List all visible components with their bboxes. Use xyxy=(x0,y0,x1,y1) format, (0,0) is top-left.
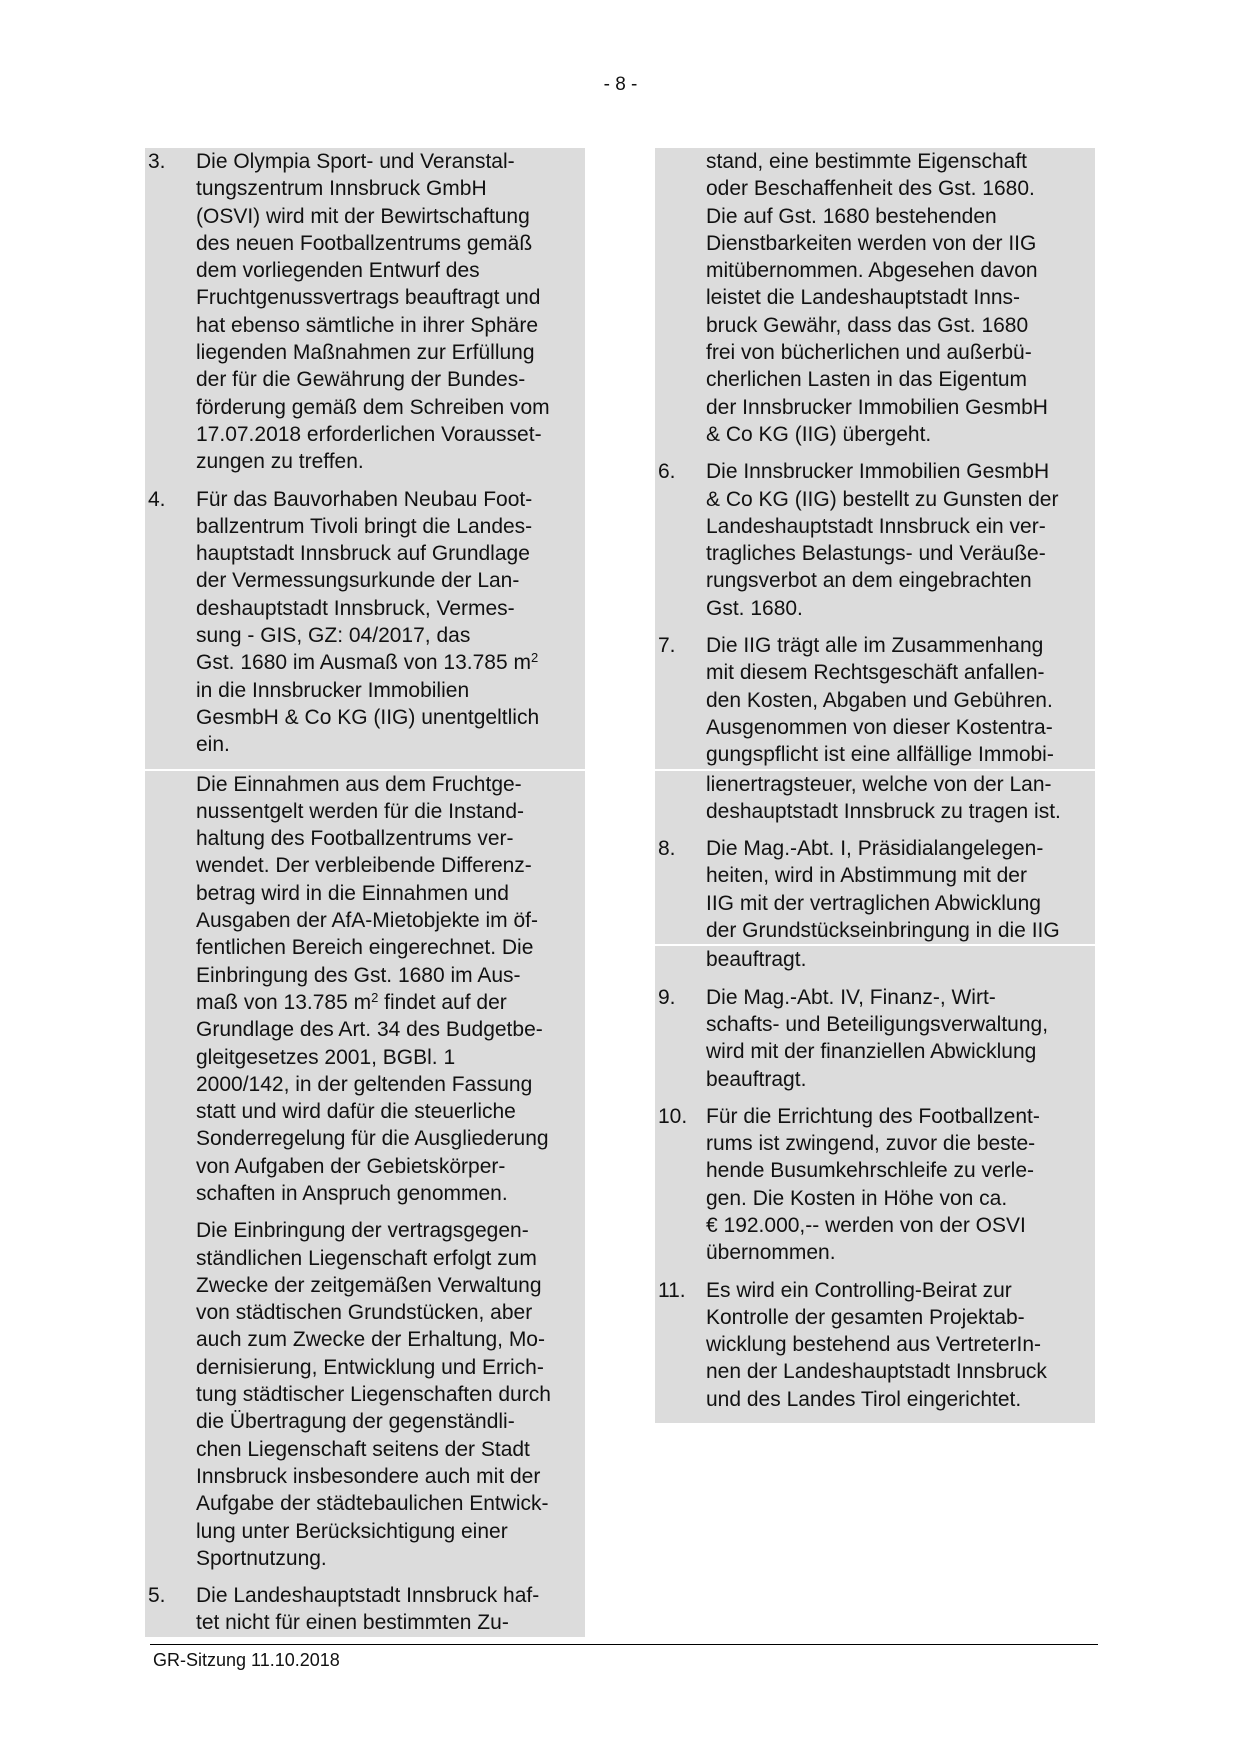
item-text xyxy=(196,486,585,759)
text-segment: findet auf der Grundlage des Art. 34 des Budgetbe- gleitgesetzes 2001, BGBl. 1 2000/142, in der geltenden Fassung statt und wird dafür die steuerliche Sonderregelung für die Ausgliederung von Aufgaben der Gebietskörper- schaften in Anspruch genommen. xyxy=(196,990,549,1205)
item-text: Die Mag.-Abt. I, Präsidialangelegen- heiten, wird in Abstimmung mit der IIG mit der vertraglichen Abwicklung der Grundstückseinbringung in die IIG xyxy=(706,837,1060,943)
item-number: 5. xyxy=(148,1584,166,1608)
spacer xyxy=(145,476,585,486)
list-item-9 xyxy=(655,984,1095,1093)
spacer xyxy=(655,825,1095,835)
spacer xyxy=(145,1207,585,1217)
spacer xyxy=(655,448,1095,458)
spacer xyxy=(145,1572,585,1582)
footer-divider xyxy=(150,1644,1098,1645)
list-item-4 xyxy=(145,486,585,759)
item-text: Die IIG trägt alle im Zusammenhang mit diesem Rechtsgeschäft anfallen- den Kosten, Abgaben und Gebühren. Ausgenommen von dieser Kostentra- gungspflicht ist eine allfällige Immobi- xyxy=(706,634,1054,767)
right-column xyxy=(655,148,1095,1423)
spacer xyxy=(145,759,585,769)
list-item-7-continued xyxy=(655,771,1095,826)
list-item-7 xyxy=(655,632,1095,768)
list-item-10 xyxy=(655,1103,1095,1267)
item-text: beauftragt. xyxy=(706,948,807,972)
item-text: Die Mag.-Abt. IV, Finanz-, Wirt- schafts- und Beteiligungsverwaltung, wird mit der finanziellen Abwicklung beauftragt. xyxy=(706,985,1049,1091)
list-item-6 xyxy=(655,458,1095,622)
spacer xyxy=(655,622,1095,632)
list-item-8-continued xyxy=(655,946,1095,973)
list-item-8 xyxy=(655,835,1095,944)
spacer xyxy=(655,1093,1095,1103)
item-number: 8. xyxy=(658,837,676,861)
text-segment: in die Innsbrucker Immobilien GesmbH & Co KG (IIG) unentgeltlich ein. xyxy=(196,678,540,757)
item-number: 7. xyxy=(658,634,676,658)
paragraph-contribution xyxy=(145,1217,585,1572)
item-number: 6. xyxy=(658,460,676,484)
item-text: Die Einbringung der vertragsgegen- ständlichen Liegenschaft erfolgt zum Zwecke der zeitgemäßen Verwaltung von städtischen Grundstücken, aber auch zum Zwecke der Erhaltung, Mo- dernisierung, Entwicklung und Errich- tung städtischer Liegenschaften durch die Übertragung der gegenständli- chen Liegenschaft seitens der Stadt Innsbruck insbesondere auch mit der Aufgabe der städtebaulichen Entwick- lung unter Berücksichtigung einer Sportnutzung. xyxy=(196,1219,551,1570)
item-text: lienertragsteuer, welche von der Lan- deshauptstadt Innsbruck zu tragen ist. xyxy=(706,772,1061,823)
left-column xyxy=(145,148,585,1637)
item-number: 3. xyxy=(148,150,166,173)
item-text: stand, eine bestimmte Eigenschaft oder Beschaffenheit des Gst. 1680. Die auf Gst. 1680 bestehenden Dienstbarkeiten werden von der IIG mitübernommen. Abgesehen davon leistet die Landeshauptstadt Inns- bruck Gewähr, dass das Gst. 1680 frei von bücherlichen und außerbü- cherlichen Lasten in das Eigentum der Innsbrucker Immobilien GesmbH & Co KG (IIG) übergeht. xyxy=(706,150,1048,446)
list-item-5 xyxy=(145,1582,585,1637)
item-text: Die Innsbrucker Immobilien GesmbH & Co KG (IIG) bestellt zu Gunsten der Landeshauptstadt Innsbruck ein ver- tragliches Belastungs- und Veräuße- rungsverbot an dem eingebrachten Gst. 1680. xyxy=(706,460,1059,620)
item-text: Die Landeshauptstadt Innsbruck haf- tet nicht für einen bestimmten Zu- xyxy=(196,1584,540,1635)
superscript: 2 xyxy=(371,989,379,1005)
item-text: Für die Errichtung des Footballzent- rums ist zwingend, zuvor die beste- hende Busumkehrschleife zu verle- gen. Die Kosten in Höhe von ca. € 192.000,-- werden von der OSVI übernommen. xyxy=(706,1104,1040,1265)
spacer xyxy=(655,1413,1095,1423)
superscript: 2 xyxy=(531,650,539,666)
item-text xyxy=(196,771,585,1208)
item-number: 11. xyxy=(658,1278,686,1302)
footer-text: GR-Sitzung 11.10.2018 xyxy=(153,1650,340,1670)
list-item-5-continued xyxy=(655,148,1095,448)
list-item-11 xyxy=(655,1277,1095,1413)
paragraph-revenue xyxy=(145,771,585,1208)
page-number: - 8 - xyxy=(603,74,638,95)
item-text: Es wird ein Controlling-Beirat zur Kontrolle der gesamten Projektab- wicklung bestehend aus VertreterIn- nen der Landeshauptstadt Innsbruck und des Landes Tirol eingerichtet. xyxy=(706,1278,1047,1411)
item-number: 4. xyxy=(148,487,166,511)
spacer xyxy=(655,1267,1095,1277)
spacer xyxy=(655,974,1095,984)
item-text: Die Olympia Sport- und Veranstal- tungszentrum Innsbruck GmbH (OSVI) wird mit der Bewirtschaftung des neuen Footballzentrums gemäß dem vorliegenden Entwurf des Fruchtgenussvertrags beauftragt und hat ebenso sämtliche in ihrer Sphäre liegenden Maßnahmen zur Erfüllung der für die Gewährung der Bundes- förderung gemäß dem Schreiben vom 17.07.2018 erforderlichen Vorausset- zungen zu treffen. xyxy=(196,150,550,474)
text-segment: Die Einnahmen aus dem Fruchtge- nussentgelt werden für die Instand- haltung des Footballzentrums ver- wendet. Der verbleibende Differenz- betrag wird in die Einnahmen und Ausgaben der AfA-Mietobjekte im öf- fentlichen Bereich eingerechnet. Die Einbringung des Gst. 1680 im Aus- maß von 13.785 m xyxy=(196,772,539,1014)
list-item-3 xyxy=(145,148,585,476)
text-segment: Für das Bauvorhaben Neubau Foot- ballzentrum Tivoli bringt die Landes- hauptstadt Innsbruck auf Grundlage der Vermessungsurkunde der Lan- deshauptstadt Innsbruck, Vermes- sung - GIS, GZ: 04/2017, das Gst. 1680 im Ausmaß von 13.785 m xyxy=(196,487,533,675)
item-number: 10. xyxy=(658,1104,688,1128)
item-number: 9. xyxy=(658,985,676,1009)
